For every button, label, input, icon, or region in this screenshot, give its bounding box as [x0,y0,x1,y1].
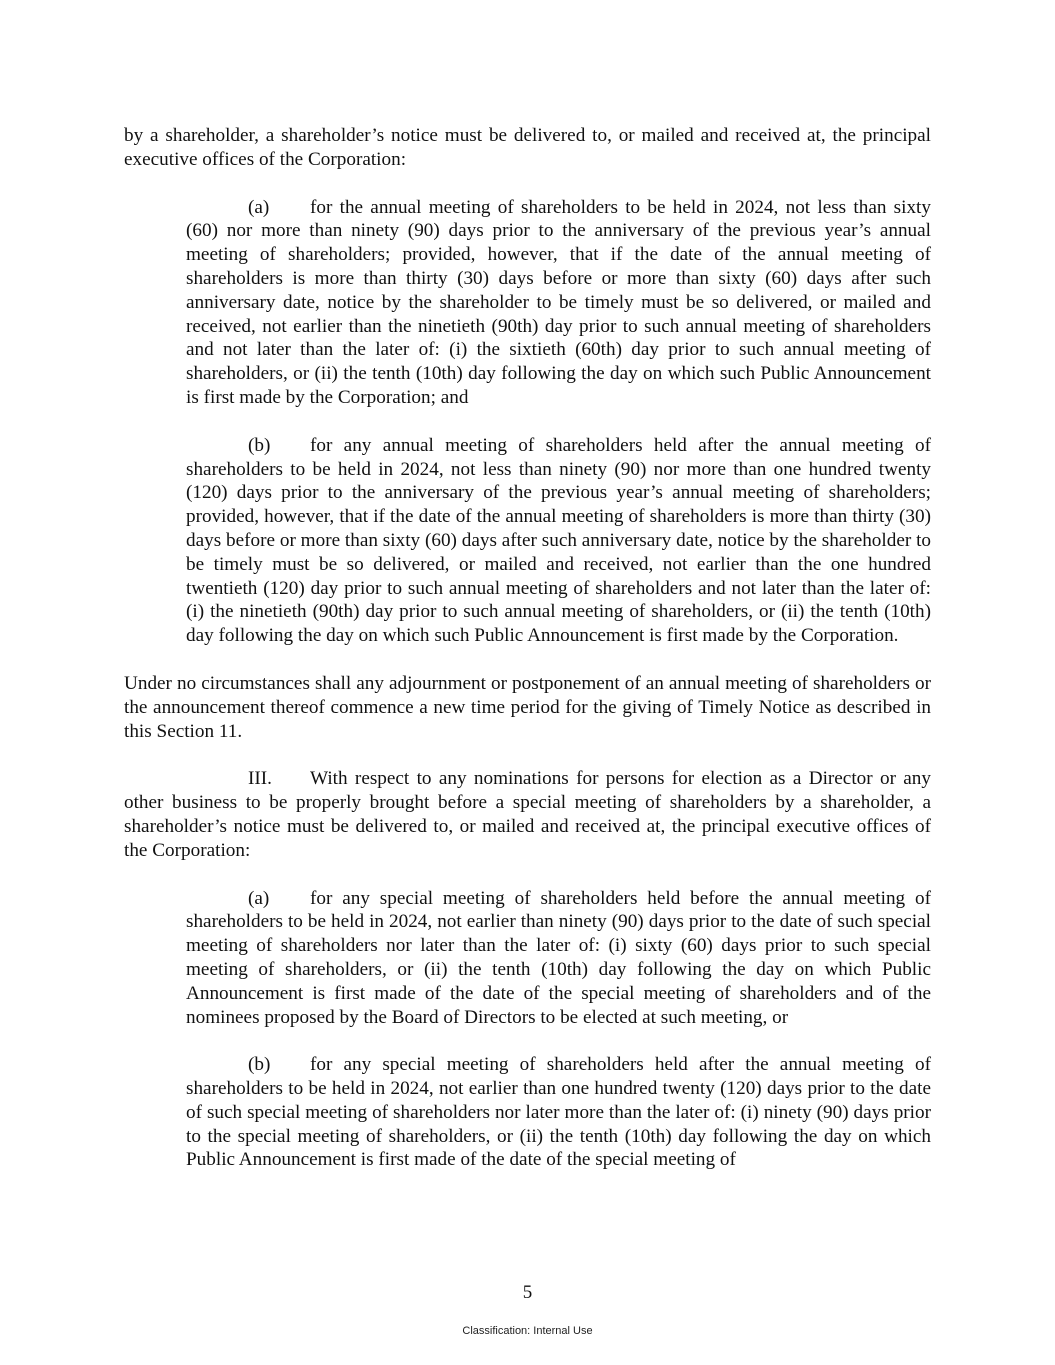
special-subsection-b-label: (b) [248,1054,271,1076]
special-subsection-a-text: for any special meeting of shareholders held before the annual meeting of shareholders to be held in 2024, not earlier than ninety (90) days prior to the date of such special meeting of shareholders nor later than the later of: (i) sixty (60) days prior to such special meeting of shareholders, or (ii) the tenth (10th) day following the day on which Public Announcement is first made of the date of the special meeting of shareholders and of the nominees proposed by the Board of Directors to be elected at such meeting, or [186,887,931,1028]
special-subsection-b [186,1053,931,1172]
annual-subsection-b-label: (b) [248,434,271,456]
annual-subsection-b-text: for any annual meeting of shareholders held after the annual meeting of shareholders to be held in 2024, not less than ninety (90) nor more than one hundred twenty (120) days prior to the anniversary of the previous year’s annual meeting of shareholders; provided, however, that if the date of the annual meeting of shareholders is more than thirty (30) days before or more than sixty (60) days after such anniversary date, notice by the shareholder to be timely must be so delivered, or mailed and received, not earlier than the one hundred twentieth (120) day prior to such annual meeting of shareholders and not later than the later of: (i) the ninetieth (90th) day prior to such annual meeting of shareholders, or (ii) the tenth (10th) day following the day on which such Public Announcement is first made by the Corporation. [186,434,931,647]
section-iii-text: With respect to any nominations for persons for election as a Director or any other business to be properly brought before a special meeting of shareholders by a shareholder, a shareholder’s notice must be delivered to, or mailed and received at, the principal executive offices of the Corporation: [124,768,931,861]
page-number: 5 [522,1282,533,1303]
section-iii-label: III. [248,768,272,790]
annual-subsection-a-label: (a) [248,196,270,218]
document-body [124,124,931,1172]
section-iii-paragraph [124,767,931,862]
annual-subsection-a [186,196,931,410]
adjournment-paragraph: Under no circumstances shall any adjournment or postponement of an annual meeting of shareholders or the announcement thereof commence a new time period for the giving of Timely Notice as described in this Section 11. [124,672,931,742]
special-subsection-a [186,887,931,1030]
annual-subsection-a-text: for the annual meeting of shareholders to be held in 2024, not less than sixty (60) nor more than ninety (90) days prior to the anniversary of the previous year’s annual meeting of shareholders; provided, however, that if the date of the annual meeting of shareholders is more than thirty (30) days before or more than sixty (60) days after such anniversary date, notice by the shareholder to be timely must be so delivered, or mailed and received, not earlier than the ninetieth (90th) day prior to such annual meeting of shareholders and not later than the later of: (i) the sixtieth (60th) day prior to such annual meeting of shareholders, or (ii) the tenth (10th) day following the day on which such Public Announcement is first made by the Corporation; and [186,196,931,408]
annual-subsection-b [186,434,931,648]
special-subsection-b-text: for any special meeting of shareholders held after the annual meeting of shareholders to be held in 2024, not earlier than one hundred twenty (120) days prior to the date of such special meeting of shareholders nor later more than the later of: (i) ninety (90) days prior to the special meeting of shareholders, or (ii) the tenth (10th) day following the day on which Public Announcement is first made of the date of the special meeting of [186,1054,931,1171]
intro-paragraph: by a shareholder, a shareholder’s notice must be delivered to, or mailed and received at, the principal executive offices of the Corporation: [124,125,931,170]
special-subsection-a-label: (a) [248,887,270,909]
classification-label: Classification: Internal Use [462,1325,593,1337]
